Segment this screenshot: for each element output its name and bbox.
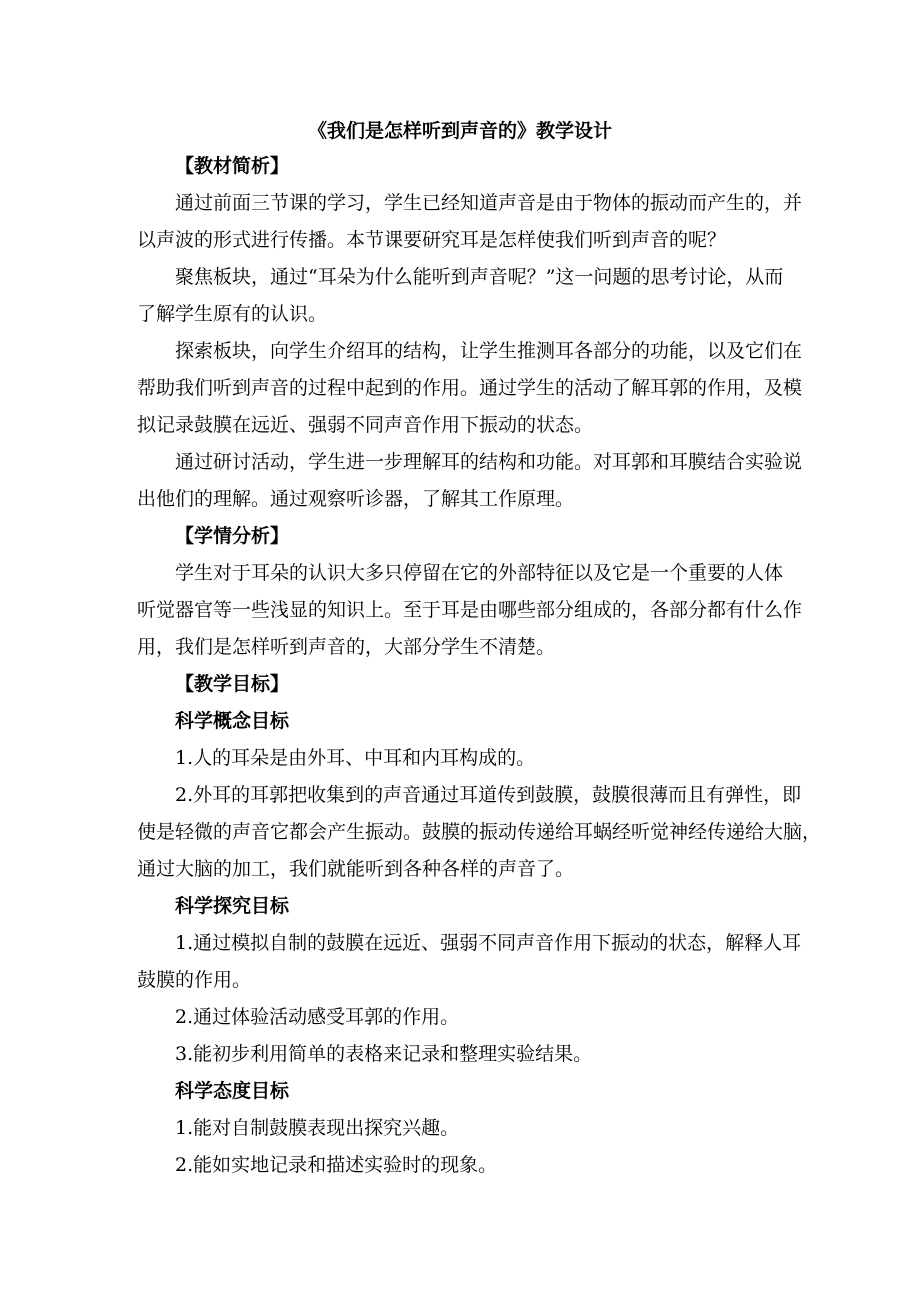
list-item: 1.通过模拟自制的鼓膜在远近、强弱不同声音作用下振动的状态，解释人耳 xyxy=(175,932,802,954)
paragraph-line: 通过研讨活动，学生进一步理解耳的结构和功能。对耳郭和耳膜结合实验说 xyxy=(175,451,803,473)
paragraph-line: 出他们的理解。通过观察听诊器，了解其工作原理。 xyxy=(137,488,575,510)
paragraph-line: 探索板块，向学生介绍耳的结构，让学生推测耳各部分的功能，以及它们在 xyxy=(175,340,803,362)
paragraph-line: 鼓膜的作用。 xyxy=(137,969,252,991)
document-title: 《我们是怎样听到声音的》教学设计 xyxy=(307,120,612,142)
list-item: 1.能对自制鼓膜表现出探究兴趣。 xyxy=(175,1117,460,1139)
list-item: 3.能初步利用简单的表格来记录和整理实验结果。 xyxy=(175,1043,593,1065)
section-heading-textbook-analysis: 【教材简析】 xyxy=(175,155,290,177)
subheading-attitude-goals: 科学态度目标 xyxy=(175,1080,290,1102)
list-item: 2.能如实地记录和描述实验时的现象。 xyxy=(175,1154,498,1176)
paragraph-line: 了解学生原有的认识。 xyxy=(137,303,328,325)
subheading-inquiry-goals: 科学探究目标 xyxy=(175,895,290,917)
paragraph-line: 使是轻微的声音它都会产生振动。鼓膜的振动传递给耳蜗经听觉神经传递给大脑， xyxy=(137,821,822,843)
subheading-concept-goals: 科学概念目标 xyxy=(175,710,290,732)
paragraph-line: 通过前面三节课的学习，学生已经知道声音是由于物体的振动而产生的，并 xyxy=(175,192,803,214)
paragraph-line: 拟记录鼓膜在远近、强弱不同声音作用下振动的状态。 xyxy=(137,414,594,436)
list-item: 2.通过体验活动感受耳郭的作用。 xyxy=(175,1006,460,1028)
section-heading-student-analysis: 【学情分析】 xyxy=(175,525,290,547)
list-item: 2.外耳的耳郭把收集到的声音通过耳道传到鼓膜，鼓膜很薄而且有弹性，即 xyxy=(175,784,802,806)
paragraph-line: 聚焦板块，通过“耳朵为什么能听到声音呢？”这一问题的思考讨论，从而 xyxy=(175,266,784,288)
paragraph-line: 学生对于耳朵的认识大多只停留在它的外部特征以及它是一个重要的人体 xyxy=(175,562,784,584)
paragraph-line: 通过大脑的加工，我们就能听到各种各样的声音了。 xyxy=(137,858,575,880)
paragraph-line: 帮助我们听到声音的过程中起到的作用。通过学生的活动了解耳郭的作用，及模 xyxy=(137,377,803,399)
paragraph-line: 用，我们是怎样听到声音的，大部分学生不清楚。 xyxy=(137,636,556,658)
section-heading-teaching-goals: 【教学目标】 xyxy=(175,673,290,695)
list-item: 1.人的耳朵是由外耳、中耳和内耳构成的。 xyxy=(175,747,536,769)
paragraph-line: 以声波的形式进行传播。本节课要研究耳是怎样使我们听到声音的呢？ xyxy=(137,229,727,251)
paragraph-line: 听觉器官等一些浅显的知识上。至于耳是由哪些部分组成的，各部分都有什么作 xyxy=(137,599,803,621)
